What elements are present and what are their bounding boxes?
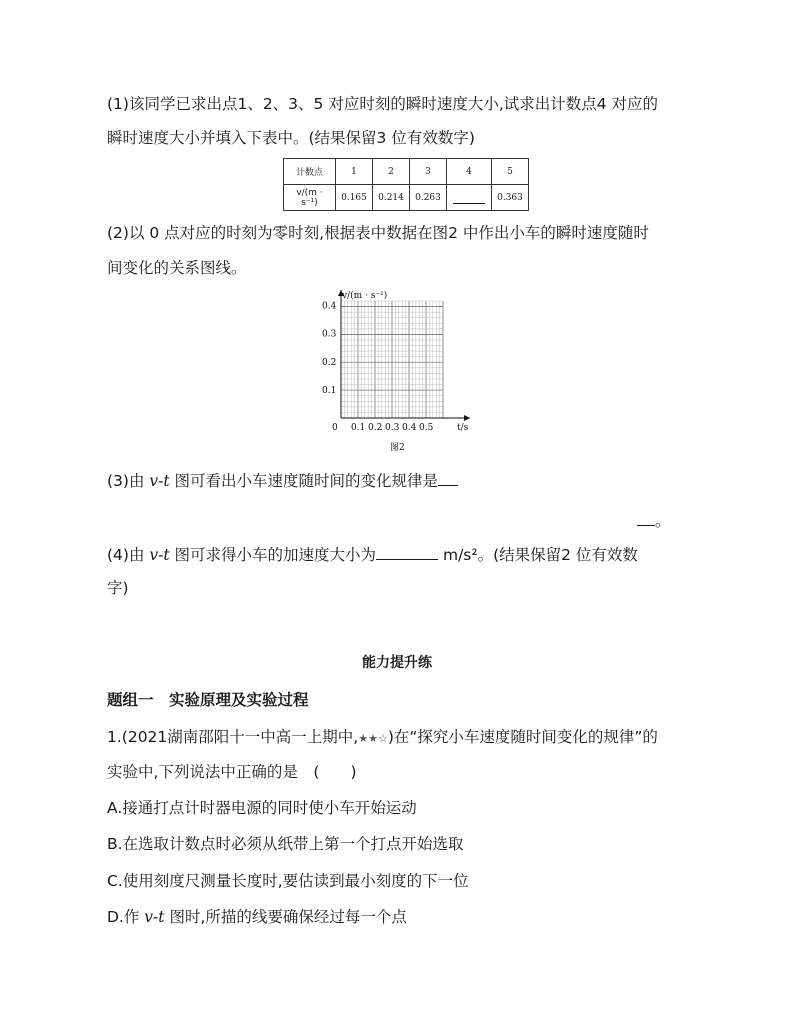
q4-text: 图可求得小车的加速度大小为 [169, 546, 377, 564]
q4-prefix: (4)由 [107, 546, 150, 564]
table-row-label: v/(m · s⁻¹) [284, 185, 336, 211]
q3-end: 。 [655, 512, 671, 530]
answer-blank-acceleration[interactable] [376, 544, 438, 560]
vt-graph[interactable] [318, 284, 488, 456]
table-point-5: 5 [492, 159, 529, 185]
question1-line-2: 实验中,下列说法中正确的是 ( ) [107, 763, 357, 781]
graph-grid [341, 301, 443, 418]
option-d-prefix: D.作 [107, 908, 145, 926]
section-title: 能力提升练 [362, 655, 432, 671]
question1-text-b: )在“探究小车速度随时间变化的规律”的 [387, 728, 658, 746]
x-tick-label: 0.2 [368, 423, 383, 433]
table-value-row [284, 185, 529, 211]
table-header-label: 计数点 [284, 159, 336, 185]
table-point-3: 3 [410, 159, 447, 185]
group-title: 题组一 实验原理及实验过程 [107, 691, 309, 709]
q4-line-1 [107, 544, 638, 565]
table-value-3: 0.263 [410, 185, 447, 211]
graph-x-label: t/s [457, 423, 469, 433]
graph-caption: 图2 [390, 443, 405, 453]
answer-blank-q3-end[interactable] [637, 510, 655, 526]
x-tick-label: 0.4 [402, 423, 417, 433]
option-c[interactable]: C.使用刻度尺测量长度时,要估读到最小刻度的下一位 [107, 872, 469, 890]
option-a[interactable]: A.接通打点计时器电源的同时使小车开始运动 [107, 799, 417, 817]
table-header-row [284, 159, 529, 185]
q3-prefix: (3)由 [107, 472, 150, 490]
q2-line-1: (2)以 0 点对应的时刻为零时刻,根据表中数据在图2 中作出小车的瞬时速度随时 [107, 224, 649, 242]
question1-line-1 [107, 727, 658, 749]
velocity-table [283, 158, 529, 211]
table-value-4-blank[interactable] [447, 185, 492, 211]
y-tick-label: 0.3 [322, 329, 337, 340]
q4-unit: m/s²。(结果保留2 位有效数 [438, 546, 638, 564]
table-value-1: 0.165 [336, 185, 373, 211]
x-tick-label: 0.1 [351, 423, 366, 433]
y-tick-label: 0.1 [322, 385, 337, 396]
question1-text-a: 1.(2021湖南邵阳十一中高一上期中, [107, 728, 359, 746]
option-d-vt: v-t [144, 908, 165, 926]
table-value-2: 0.214 [373, 185, 410, 211]
x-axis-arrow-icon [464, 415, 470, 421]
x-tick-label: 0.5 [419, 423, 434, 433]
q2-line-2: 间变化的关系图线。 [107, 259, 247, 277]
option-d[interactable] [107, 907, 407, 927]
difficulty-stars-icon: ★★☆ [358, 732, 388, 745]
option-b[interactable]: B.在选取计数点时必须从纸带上第一个打点开始选取 [107, 835, 464, 853]
x-tick-label: 0.3 [385, 423, 400, 433]
table-value-5: 0.363 [492, 185, 529, 211]
q1-line-1: (1)该同学已求出点1、2、3、5 对应时刻的瞬时速度大小,试求出计数点4 对应的 [107, 95, 659, 113]
q4-vt: v-t [149, 546, 170, 564]
table-point-1: 1 [336, 159, 373, 185]
graph-origin-label: 0 [332, 423, 338, 433]
graph-tick-labels [322, 302, 434, 434]
answer-blank-v4[interactable] [453, 188, 485, 204]
answer-blank-q3-start[interactable] [438, 470, 458, 486]
q1-line-2: 瞬时速度大小并填入下表中。(结果保留3 位有效数字) [107, 129, 475, 147]
graph-y-label: v/(m · s⁻¹) [342, 291, 388, 301]
option-d-text: 图时,所描的线要确保经过每一个点 [164, 908, 407, 926]
q4-line-2: 字) [107, 579, 129, 597]
q3-line [107, 470, 458, 491]
q3-text: 图可看出小车速度随时间的变化规律是 [169, 472, 439, 490]
y-tick-label: 0.4 [322, 301, 337, 312]
q3-vt: v-t [149, 472, 170, 490]
table-point-2: 2 [373, 159, 410, 185]
table-point-4: 4 [447, 159, 492, 185]
y-tick-label: 0.2 [322, 357, 337, 368]
q3-line-end [637, 510, 671, 531]
